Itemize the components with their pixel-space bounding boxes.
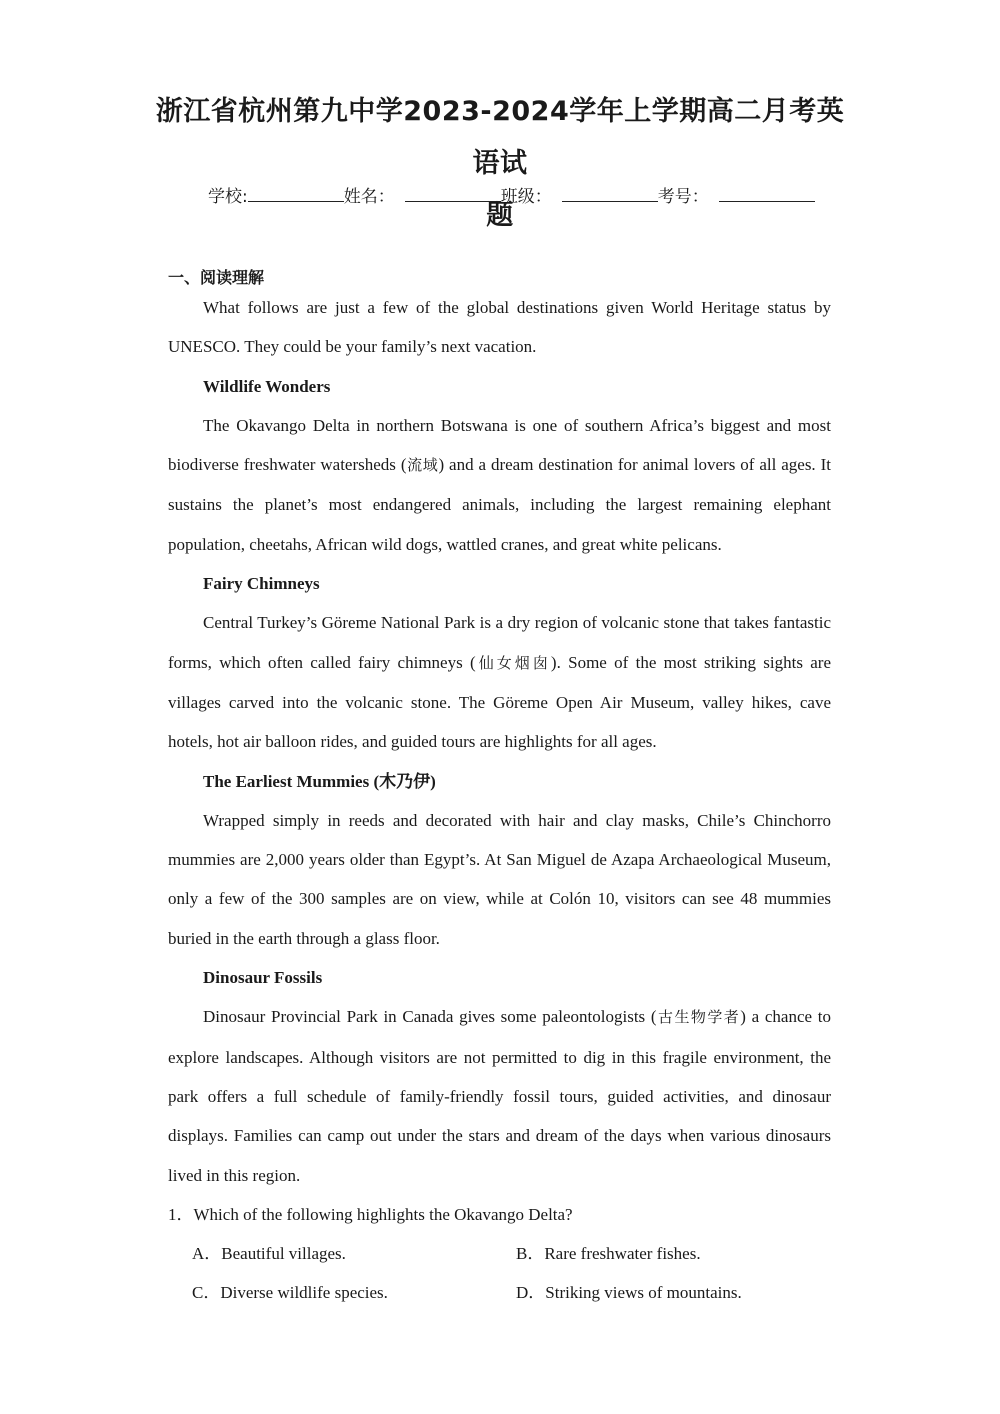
okavango-text-a: The Okavango Delta in northern Botswana is one of southern Africa’s biggest and most biodiverse freshwater watersheds ( xyxy=(168,415,831,475)
name-blank xyxy=(405,185,501,202)
goreme-text-b: ). Some of the most striking sights are villages carved into the volcanic stone. The Göreme Open Air Museum, valley hikes, cave hotels, hot air balloon rides, and guided tours are highlights for all ages. xyxy=(168,652,831,752)
heading-dinosaur-fossils: Dinosaur Fossils xyxy=(203,968,323,988)
class-blank xyxy=(562,185,658,202)
question-1-options xyxy=(168,1234,831,1313)
question-1: 1．Which of the following highlights the Okavango Delta? xyxy=(168,1204,573,1224)
number-label: 考号： xyxy=(657,187,709,207)
section-heading: 一、阅读理解 xyxy=(168,268,265,287)
goreme-text-a: Central Turkey’s Göreme National Park is a dry region of volcanic stone that takes fantastic forms, which often called fairy chimneys ( xyxy=(168,613,831,672)
dinosaur-cn-note: 古生物学者 xyxy=(656,1008,741,1027)
option-d[interactable]: D．Striking views of mountains. xyxy=(516,1283,742,1303)
paragraph-dinosaur xyxy=(168,997,831,1194)
option-b[interactable]: B．Rare freshwater fishes. xyxy=(516,1244,701,1264)
class-label: 班级： xyxy=(500,187,552,207)
heading-fairy-chimneys: Fairy Chimneys xyxy=(203,574,320,594)
title-line-2: 题 xyxy=(486,200,514,231)
paragraph-mummies: Wrapped simply in reeds and decorated with hair and clay masks, Chile’s Chinchorro mummies are 2,000 years older than Egypt’s. At San Miguel de Azapa Archaeological Museum, only a few of the 300 samples are on view, while at Colón 10, visitors can see 48 mummies buried in the earth through a glass floor. xyxy=(168,810,831,948)
goreme-cn-note: 仙女烟囱 xyxy=(475,653,551,672)
okavango-cn-note: 流域 xyxy=(406,456,439,475)
heading-wildlife-wonders: Wildlife Wonders xyxy=(203,376,331,396)
name-label: 姓名： xyxy=(343,187,395,207)
dinosaur-text-a: Dinosaur Provincial Park in Canada gives some paleontologists ( xyxy=(203,1007,657,1027)
option-c[interactable]: C．Diverse wildlife species. xyxy=(192,1283,388,1303)
okavango-text-b: ) and a dream destination for animal lovers of all ages. It sustains the planet’s most endangered animals, including the largest remaining elephant population, cheetahs, African wild dogs, wattled cranes, and great white pelicans. xyxy=(168,455,831,554)
number-blank xyxy=(719,185,815,202)
student-info-line xyxy=(208,184,815,210)
option-a[interactable]: A．Beautiful villages. xyxy=(192,1244,346,1264)
school-blank xyxy=(248,185,344,202)
school-label: 学校: xyxy=(208,187,248,207)
title-line-1: 浙江省杭州第九中学2023-2024学年上学期高二月考英语试 xyxy=(155,96,845,179)
heading-earliest-mummies: The Earliest Mummies (木乃伊) xyxy=(203,771,436,791)
page-title xyxy=(150,86,850,242)
reading-passage xyxy=(168,288,831,1313)
paragraph-goreme xyxy=(168,603,831,761)
paragraph-okavango xyxy=(168,406,831,564)
dinosaur-text-b: ) a chance to explore landscapes. Although visitors are not permitted to dig in this fragile environment, the park offers a full schedule of family-friendly fossil tours, guided activities, and dinosaur displays. Families can camp out under the stars and dream of the days when various dinosaurs lived in this region. xyxy=(168,1007,831,1185)
intro-paragraph: What follows are just a few of the global destinations given World Heritage status by UNESCO. They could be your family’s next vacation. xyxy=(168,298,831,357)
